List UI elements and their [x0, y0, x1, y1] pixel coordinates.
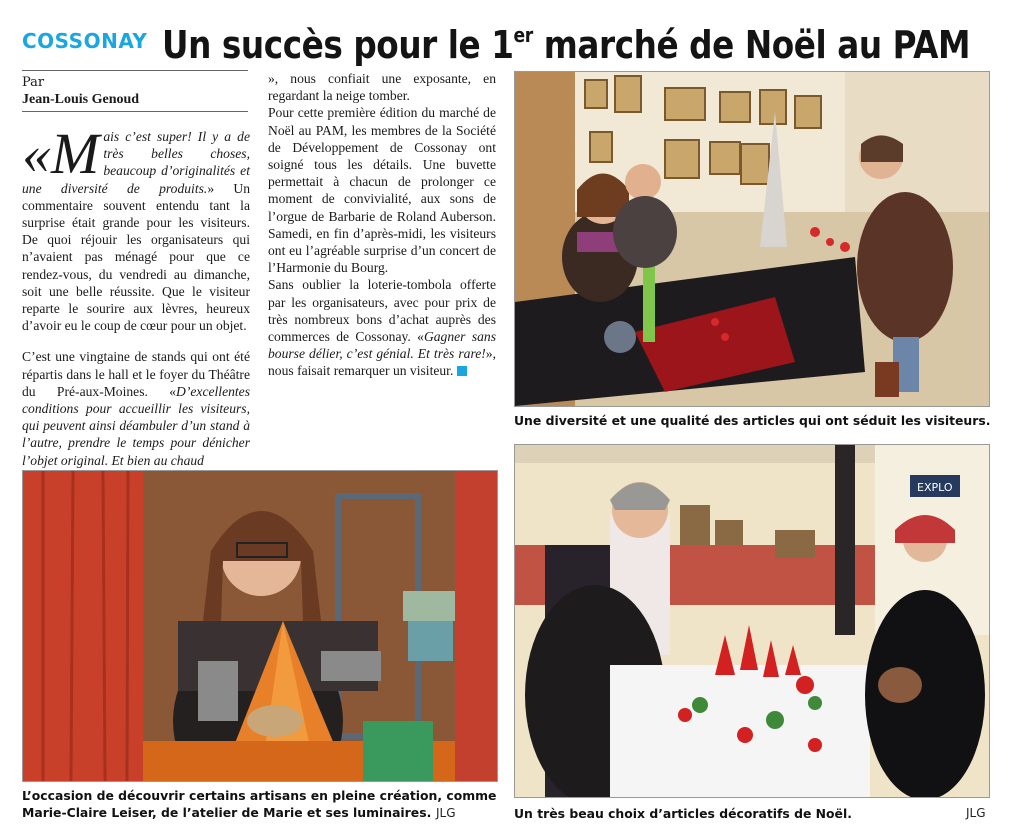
- byline-label: Par: [22, 75, 45, 90]
- article-paragraph-3: Pour cette première édition du marché de Noël au PAM, les membres de la Société de Développement de Cossonay ont soigné tous les détails. Une buvette permettait à chacun de prolonger ce moment de convivialité, aux sons de l’orgue de Barbarie de Roland Auberson. Samedi, en fin d’après-midi, les visiteurs ont eu l’agréable surprise d’un concert de l’Harmonie du Bourg.: [268, 105, 496, 276]
- end-mark-icon: [457, 366, 467, 376]
- caption-photo-b: L’occasion de découvrir certains artisans en pleine création, comme Marie-Claire Leiser, de l’atelier de Marie et ses luminaires.: [22, 788, 497, 820]
- article-paragraph-2a: C’est une vingtaine de stands qui ont été répartis dans le hall et le foyer du Théâtre du Pré-aux-Moines. «D’excellentes conditions pour accueillir les visiteurs, qui peuvent ainsi déambuler d’un stand à l’autre, prendre le temps pour dénicher l’objet original. Et bien au chaud: [22, 349, 250, 468]
- article-paragraph-2b: », nous confiait une exposante, en regardant la neige tomber.: [268, 71, 496, 104]
- photo-artisan-lamp: [22, 470, 498, 782]
- byline-author: Jean-Louis Genoud: [22, 92, 140, 107]
- dropcap: «M: [22, 121, 100, 186]
- article-headline: Un succès pour le 1er marché de Noël au PAM: [162, 23, 971, 67]
- article-paragraph-4: Sans oublier la loterie-tombola offerte par les organisateurs, avec pour prix de très nombreux bons d’achat auprès des commerces de Cossonay. «Gagner sans bourse délier, c’est génial. Et très rare!», nous faisait remarquer un visiteur.: [268, 277, 496, 379]
- article-column-1: [22, 121, 250, 469]
- expo-sign-text: EXPLO: [917, 481, 953, 494]
- article-paragraph-1: «Mais c’est super! Il y a de très belles choses, beaucoup d’originalités et une diversité de produits.» Un commentaire souvent entendu tant la surprise était grande pour les visiteurs. De quoi réjouir les organisateurs qui n’avaient pas ménagé pour que ce rendez-vous, du vendredi au dimanche, soit une belle réussite. Que le visiteur reparte le sourire aux lèvres, heureux d’avoir eu le coup de cœur pour un objet.: [22, 121, 250, 334]
- caption-photo-c: Un très beau choix d’articles décoratifs de Noël.: [514, 806, 852, 821]
- photo-credit-b: JLG: [436, 806, 456, 820]
- byline: [22, 70, 248, 112]
- photo-credit-c: JLG: [966, 806, 986, 820]
- photo-craft-stand: [514, 71, 990, 407]
- photo-christmas-decorations: [514, 444, 990, 798]
- section-kicker: COSSONAY: [22, 29, 148, 53]
- caption-photo-a: Une diversité et une qualité des articles qui ont séduit les visiteurs.: [514, 413, 991, 428]
- article-column-2: [268, 70, 496, 380]
